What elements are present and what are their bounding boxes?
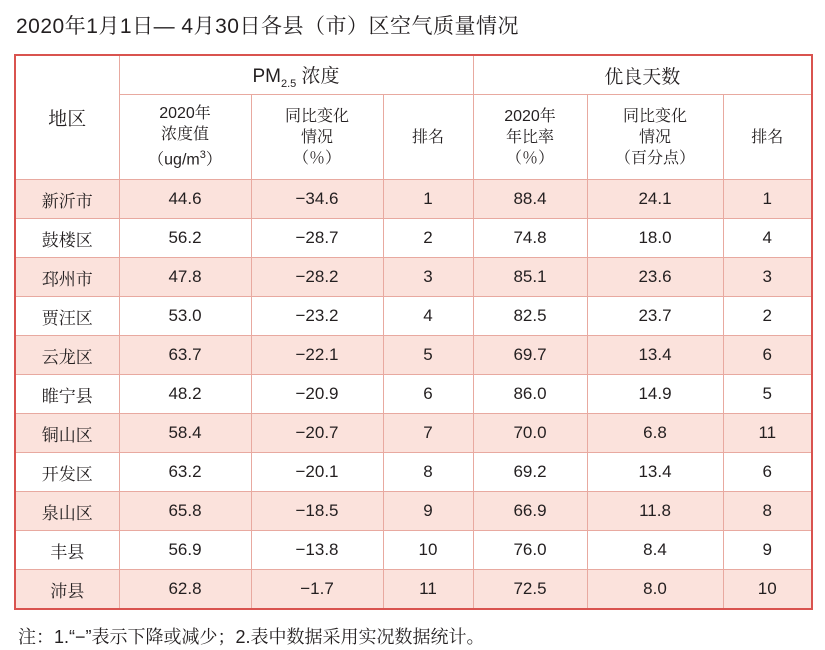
cell-region: 泉山区 [15,492,119,531]
cell-pm25-change: −13.8 [251,531,383,570]
cell-pm25-value: 53.0 [119,297,251,336]
cell-days-rank: 11 [723,414,812,453]
pm25-value-line2: 浓度值 [160,126,209,144]
cell-region: 鼓楼区 [15,219,119,258]
column-header-pm25-rank: 排名 [383,95,473,180]
cell-pm25-rank: 11 [383,570,473,610]
column-header-pm25-value [119,95,251,180]
cell-pm25-value: 62.8 [119,570,251,610]
pm25-unit-pre: （ug/m [148,151,200,169]
cell-pm25-change: −20.7 [251,414,383,453]
pm25-unit-post: ） [205,151,222,169]
cell-days-change: 18.0 [587,219,723,258]
cell-days-rank: 2 [723,297,812,336]
pm25-change-line3: （％） [292,149,341,167]
cell-days-change: 13.4 [587,336,723,375]
column-header-pm25-group [119,55,473,95]
cell-days-change: 23.6 [587,258,723,297]
cell-days-rank: 4 [723,219,812,258]
air-quality-table [14,54,813,610]
cell-days-change: 6.8 [587,414,723,453]
pm25-change-line1: 同比变化 [284,107,349,125]
cell-pm25-rank: 9 [383,492,473,531]
days-change-line2: 情况 [638,128,671,146]
cell-days-rate: 82.5 [473,297,587,336]
cell-pm25-change: −34.6 [251,180,383,219]
cell-days-rate: 72.5 [473,570,587,610]
cell-days-rank: 1 [723,180,812,219]
cell-days-rank: 5 [723,375,812,414]
cell-pm25-change: −18.5 [251,492,383,531]
cell-pm25-rank: 10 [383,531,473,570]
pm25-unit-sup: 3 [199,149,206,162]
cell-days-rate: 66.9 [473,492,587,531]
cell-days-rate: 76.0 [473,531,587,570]
cell-region: 开发区 [15,453,119,492]
pm25-value-line1: 2020年 [159,105,211,123]
cell-pm25-change: −28.7 [251,219,383,258]
cell-pm25-rank: 7 [383,414,473,453]
column-header-days-rank: 排名 [723,95,812,180]
column-header-good-days-group: 优良天数 [473,55,812,95]
cell-region: 丰县 [15,531,119,570]
table-row [15,414,812,453]
cell-days-rank: 9 [723,531,812,570]
cell-pm25-change: −23.2 [251,297,383,336]
days-change-line3: （百分点） [614,149,695,167]
cell-pm25-rank: 4 [383,297,473,336]
cell-days-rate: 70.0 [473,414,587,453]
cell-pm25-value: 47.8 [119,258,251,297]
column-header-days-rate [473,95,587,180]
cell-region: 沛县 [15,570,119,610]
table-header [15,55,812,180]
cell-days-rank: 6 [723,336,812,375]
table-row [15,219,812,258]
table-row [15,453,812,492]
pm25-value-line3 [120,145,251,170]
pm25-subscript: 2.5 [280,77,297,90]
cell-pm25-value: 56.9 [119,531,251,570]
cell-pm25-rank: 8 [383,453,473,492]
cell-pm25-rank: 2 [383,219,473,258]
cell-pm25-change: −22.1 [251,336,383,375]
cell-pm25-value: 44.6 [119,180,251,219]
cell-pm25-change: −20.1 [251,453,383,492]
days-change-line1: 同比变化 [622,107,687,125]
cell-days-change: 8.0 [587,570,723,610]
cell-days-rate: 69.7 [473,336,587,375]
table-body [15,180,812,610]
cell-pm25-rank: 5 [383,336,473,375]
table-row [15,570,812,610]
cell-pm25-value: 63.7 [119,336,251,375]
cell-region: 贾汪区 [15,297,119,336]
table-row [15,492,812,531]
cell-region: 云龙区 [15,336,119,375]
table-row [15,336,812,375]
pm25-label: $PM_{2.5}$ 浓度 [252,65,340,90]
pm25-change-line2: 情况 [300,128,333,146]
cell-pm25-change: −28.2 [251,258,383,297]
table-row [15,258,812,297]
cell-days-change: 13.4 [587,453,723,492]
cell-days-rank: 10 [723,570,812,610]
cell-days-rate: 86.0 [473,375,587,414]
column-header-region: 地区 [15,55,119,180]
cell-pm25-value: 65.8 [119,492,251,531]
days-rate-line2: 年比率 [505,128,554,146]
cell-days-rank: 6 [723,453,812,492]
cell-pm25-change: −1.7 [251,570,383,610]
cell-region: 新沂市 [15,180,119,219]
page-title: 2020年1月1日— 4月30日各县（市）区空气质量情况 [16,15,519,38]
cell-days-rank: 8 [723,492,812,531]
cell-days-change: 23.7 [587,297,723,336]
cell-days-rate: 85.1 [473,258,587,297]
table-row [15,180,812,219]
cell-days-rank: 3 [723,258,812,297]
cell-pm25-value: 58.4 [119,414,251,453]
cell-region: 睢宁县 [15,375,119,414]
cell-days-rate: 88.4 [473,180,587,219]
cell-days-change: 24.1 [587,180,723,219]
cell-pm25-value: 48.2 [119,375,251,414]
cell-pm25-rank: 1 [383,180,473,219]
cell-pm25-rank: 3 [383,258,473,297]
table-note: 注：1.“−”表示下降或减少；2.表中数据采用实况数据统计。 [18,627,485,647]
cell-days-rate: 74.8 [473,219,587,258]
cell-region: 邳州市 [15,258,119,297]
days-rate-line1: 2020年 [504,107,556,125]
days-rate-line3: （％） [505,149,554,167]
table-row [15,531,812,570]
column-header-pm25-change [251,95,383,180]
cell-days-change: 8.4 [587,531,723,570]
table-header-group-row [15,55,812,95]
table-header-sub-row [15,95,812,180]
cell-region: 铜山区 [15,414,119,453]
cell-pm25-rank: 6 [383,375,473,414]
cell-pm25-change: −20.9 [251,375,383,414]
cell-pm25-value: 56.2 [119,219,251,258]
table-row [15,375,812,414]
cell-days-change: 11.8 [587,492,723,531]
column-header-days-change [587,95,723,180]
cell-pm25-value: 63.2 [119,453,251,492]
cell-days-rate: 69.2 [473,453,587,492]
table-row [15,297,812,336]
cell-days-change: 14.9 [587,375,723,414]
